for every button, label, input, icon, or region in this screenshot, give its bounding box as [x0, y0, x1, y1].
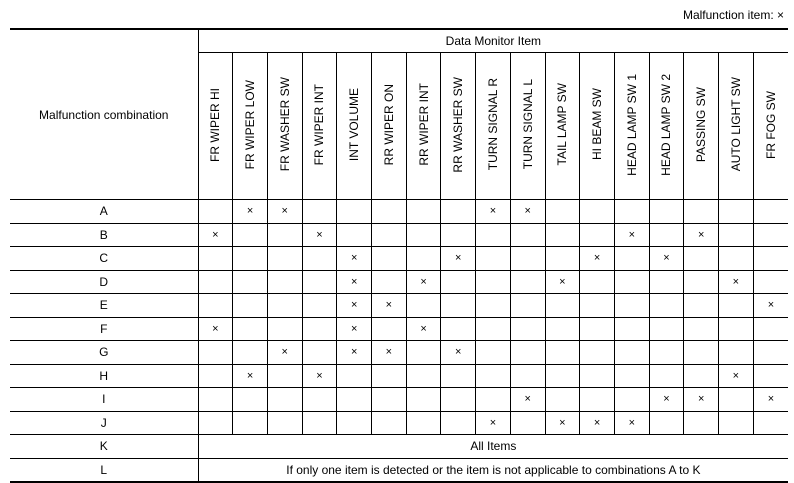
empty-cell [441, 294, 476, 318]
column-header [441, 53, 476, 200]
row-label: K [10, 435, 198, 459]
empty-cell [580, 388, 615, 412]
empty-cell [510, 247, 545, 271]
malfunction-mark: × [753, 388, 788, 412]
column-header-label: TAIL LAMP SW [555, 83, 570, 166]
column-header [476, 53, 511, 200]
empty-cell [476, 270, 511, 294]
empty-cell [372, 247, 407, 271]
malfunction-mark: × [302, 364, 337, 388]
empty-cell [649, 223, 684, 247]
column-header-label: FR WIPER HI [208, 87, 223, 162]
column-header-label: INT VOLUME [347, 87, 362, 162]
empty-cell [372, 317, 407, 341]
malfunction-mark: × [267, 341, 302, 365]
row-label: D [10, 270, 198, 294]
column-header [545, 53, 580, 200]
row-label: I [10, 388, 198, 412]
malfunction-mark: × [684, 388, 719, 412]
empty-cell [684, 270, 719, 294]
empty-cell [649, 200, 684, 224]
row-label: H [10, 364, 198, 388]
column-header-label: FR FOG SW [763, 90, 778, 159]
malfunction-mark: × [649, 247, 684, 271]
empty-cell [372, 364, 407, 388]
empty-cell [198, 247, 233, 271]
empty-cell [233, 294, 268, 318]
malfunction-mark: × [198, 223, 233, 247]
table-row [10, 223, 788, 247]
empty-cell [684, 294, 719, 318]
empty-cell [476, 223, 511, 247]
row-label: G [10, 341, 198, 365]
empty-cell [684, 341, 719, 365]
malfunction-mark: × [476, 200, 511, 224]
malfunction-mark: × [580, 411, 615, 435]
empty-cell [406, 247, 441, 271]
empty-cell [649, 341, 684, 365]
empty-cell [753, 341, 788, 365]
empty-cell [406, 411, 441, 435]
empty-cell [337, 223, 372, 247]
empty-cell [372, 411, 407, 435]
empty-cell [580, 223, 615, 247]
column-header-label: HI BEAM SW [590, 88, 605, 161]
empty-cell [614, 317, 649, 341]
empty-cell [476, 364, 511, 388]
empty-cell [406, 294, 441, 318]
table-row [10, 364, 788, 388]
column-header [649, 53, 684, 200]
empty-cell [198, 388, 233, 412]
malfunction-mark: × [267, 200, 302, 224]
table-row [10, 294, 788, 318]
malfunction-mark: × [510, 388, 545, 412]
column-header-label: FR WIPER INT [312, 83, 327, 166]
row-label: C [10, 247, 198, 271]
empty-cell [614, 388, 649, 412]
empty-cell [580, 364, 615, 388]
column-header-label: RR WIPER ON [381, 83, 396, 166]
row-label: F [10, 317, 198, 341]
column-header [719, 53, 754, 200]
empty-cell [614, 247, 649, 271]
malfunction-mark: × [337, 341, 372, 365]
empty-cell [753, 411, 788, 435]
empty-cell [753, 223, 788, 247]
empty-cell [406, 341, 441, 365]
empty-cell [719, 388, 754, 412]
empty-cell [476, 341, 511, 365]
malfunction-mark: × [406, 317, 441, 341]
column-header [684, 53, 719, 200]
column-header [580, 53, 615, 200]
empty-cell [614, 294, 649, 318]
column-header [406, 53, 441, 200]
empty-cell [684, 364, 719, 388]
empty-cell [406, 223, 441, 247]
table-row [10, 247, 788, 271]
table-row [10, 411, 788, 435]
malfunction-mark: × [614, 223, 649, 247]
empty-cell [545, 317, 580, 341]
empty-cell [337, 364, 372, 388]
column-header [372, 53, 407, 200]
empty-cell [198, 294, 233, 318]
malfunction-mark: × [441, 247, 476, 271]
malfunction-mark: × [580, 247, 615, 271]
column-header-label: FR WIPER LOW [243, 79, 258, 170]
malfunction-mark: × [372, 294, 407, 318]
data-monitor-header: Data Monitor Item [198, 29, 788, 53]
empty-cell [198, 270, 233, 294]
table-row [10, 388, 788, 412]
empty-cell [510, 270, 545, 294]
empty-cell [684, 317, 719, 341]
empty-cell [233, 223, 268, 247]
column-header-label: HEAD LAMP SW 1 [624, 73, 639, 176]
empty-cell [302, 411, 337, 435]
empty-cell [684, 247, 719, 271]
table-row [10, 341, 788, 365]
malfunction-mark: × [510, 200, 545, 224]
empty-cell [372, 388, 407, 412]
column-header [753, 53, 788, 200]
empty-cell [510, 294, 545, 318]
empty-cell [198, 341, 233, 365]
empty-cell [302, 294, 337, 318]
malfunction-mark: × [649, 388, 684, 412]
empty-cell [753, 247, 788, 271]
empty-cell [719, 247, 754, 271]
empty-cell [684, 200, 719, 224]
empty-cell [649, 317, 684, 341]
empty-cell [476, 294, 511, 318]
empty-cell [545, 364, 580, 388]
empty-cell [580, 270, 615, 294]
empty-cell [441, 270, 476, 294]
malfunction-mark: × [337, 247, 372, 271]
malfunction-mark: × [719, 364, 754, 388]
empty-cell [719, 411, 754, 435]
empty-cell [233, 341, 268, 365]
malfunction-mark: × [441, 341, 476, 365]
legend: Malfunction item: × [682, 8, 784, 22]
empty-cell [510, 364, 545, 388]
row-label: L [10, 458, 198, 482]
empty-cell [406, 200, 441, 224]
empty-cell [649, 270, 684, 294]
table-row [10, 458, 788, 482]
span-row-text: If only one item is detected or the item is not applicable to combinations A to K [198, 458, 788, 482]
row-label: B [10, 223, 198, 247]
empty-cell [719, 223, 754, 247]
table-row [10, 435, 788, 459]
column-header [614, 53, 649, 200]
empty-cell [267, 223, 302, 247]
column-header-label: FR WASHER SW [277, 77, 292, 172]
empty-cell [719, 294, 754, 318]
empty-cell [337, 388, 372, 412]
combination-header: Malfunction combination [10, 29, 198, 200]
malfunction-mark: × [406, 270, 441, 294]
malfunction-mark: × [337, 270, 372, 294]
empty-cell [233, 388, 268, 412]
empty-cell [372, 270, 407, 294]
malfunction-table [10, 28, 788, 483]
malfunction-mark: × [476, 411, 511, 435]
column-header-label: TURN SIGNAL R [485, 78, 500, 171]
empty-cell [614, 341, 649, 365]
empty-cell [267, 270, 302, 294]
empty-cell [406, 364, 441, 388]
empty-cell [580, 294, 615, 318]
empty-cell [198, 364, 233, 388]
column-header-label: HEAD LAMP SW 2 [659, 73, 674, 176]
empty-cell [267, 388, 302, 412]
empty-cell [649, 294, 684, 318]
empty-cell [753, 317, 788, 341]
empty-cell [302, 270, 337, 294]
malfunction-mark: × [233, 200, 268, 224]
empty-cell [267, 294, 302, 318]
empty-cell [233, 317, 268, 341]
empty-cell [302, 341, 337, 365]
empty-cell [753, 364, 788, 388]
empty-cell [267, 364, 302, 388]
empty-cell [302, 388, 337, 412]
empty-cell [545, 247, 580, 271]
empty-cell [719, 317, 754, 341]
empty-cell [198, 411, 233, 435]
empty-cell [267, 317, 302, 341]
malfunction-mark: × [233, 364, 268, 388]
empty-cell [580, 200, 615, 224]
empty-cell [614, 270, 649, 294]
empty-cell [545, 200, 580, 224]
malfunction-mark: × [337, 317, 372, 341]
empty-cell [614, 200, 649, 224]
column-header [233, 53, 268, 200]
empty-cell [476, 317, 511, 341]
empty-cell [476, 388, 511, 412]
empty-cell [545, 388, 580, 412]
empty-cell [372, 200, 407, 224]
empty-cell [372, 223, 407, 247]
column-header-label: RR WASHER SW [451, 76, 466, 173]
empty-cell [545, 223, 580, 247]
empty-cell [614, 364, 649, 388]
empty-cell [580, 317, 615, 341]
malfunction-mark: × [753, 294, 788, 318]
malfunction-mark: × [198, 317, 233, 341]
empty-cell [302, 317, 337, 341]
empty-cell [510, 411, 545, 435]
table-row [10, 270, 788, 294]
empty-cell [649, 364, 684, 388]
empty-cell [302, 200, 337, 224]
empty-cell [684, 411, 719, 435]
column-header-label: TURN SIGNAL L [520, 79, 535, 170]
column-header-label: RR WIPER INT [416, 83, 431, 166]
empty-cell [337, 200, 372, 224]
row-label: A [10, 200, 198, 224]
empty-cell [719, 341, 754, 365]
column-header [302, 53, 337, 200]
empty-cell [267, 247, 302, 271]
empty-cell [719, 200, 754, 224]
malfunction-mark: × [372, 341, 407, 365]
malfunction-mark: × [302, 223, 337, 247]
empty-cell [649, 411, 684, 435]
malfunction-mark: × [719, 270, 754, 294]
empty-cell [441, 223, 476, 247]
empty-cell [441, 317, 476, 341]
empty-cell [233, 411, 268, 435]
empty-cell [476, 247, 511, 271]
malfunction-mark: × [545, 270, 580, 294]
column-header-label: PASSING SW [694, 86, 709, 163]
empty-cell [580, 341, 615, 365]
empty-cell [198, 200, 233, 224]
empty-cell [753, 270, 788, 294]
empty-cell [267, 411, 302, 435]
empty-cell [545, 341, 580, 365]
empty-cell [510, 223, 545, 247]
table-row [10, 200, 788, 224]
empty-cell [441, 411, 476, 435]
column-header [198, 53, 233, 200]
empty-cell [441, 388, 476, 412]
table-row [10, 317, 788, 341]
empty-cell [337, 411, 372, 435]
row-label: E [10, 294, 198, 318]
empty-cell [753, 200, 788, 224]
empty-cell [441, 200, 476, 224]
malfunction-mark: × [614, 411, 649, 435]
malfunction-mark: × [545, 411, 580, 435]
empty-cell [406, 388, 441, 412]
column-header [510, 53, 545, 200]
empty-cell [233, 270, 268, 294]
malfunction-mark: × [337, 294, 372, 318]
column-header [267, 53, 302, 200]
row-label: J [10, 411, 198, 435]
column-header [337, 53, 372, 200]
empty-cell [510, 341, 545, 365]
empty-cell [233, 247, 268, 271]
empty-cell [302, 247, 337, 271]
empty-cell [441, 364, 476, 388]
column-header-label: AUTO LIGHT SW [728, 77, 743, 172]
malfunction-mark: × [684, 223, 719, 247]
span-row-text: All Items [198, 435, 788, 459]
empty-cell [510, 317, 545, 341]
empty-cell [545, 294, 580, 318]
